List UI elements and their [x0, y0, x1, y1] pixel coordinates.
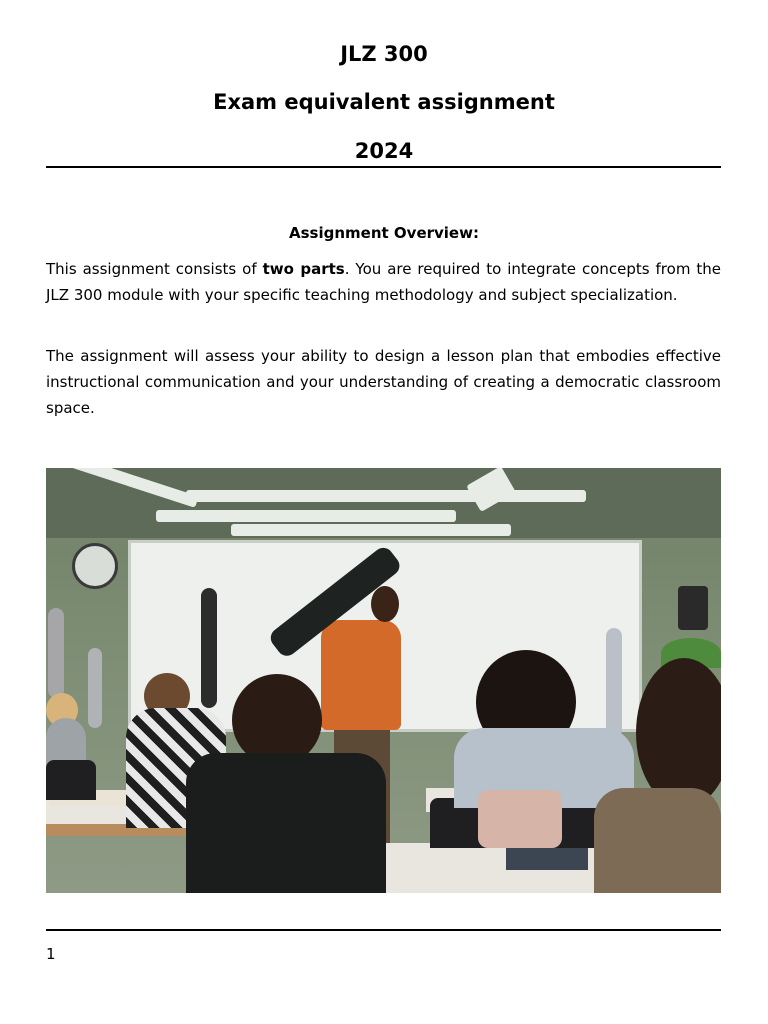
photo-ceiling-light — [156, 510, 456, 522]
photo-raised-arm — [606, 628, 622, 738]
photo-chair — [46, 760, 96, 800]
overview-paragraph-1 — [46, 256, 721, 308]
photo-ceiling-light — [231, 524, 511, 536]
photo-raised-arm — [48, 608, 64, 698]
photo-student-head — [636, 658, 721, 808]
footer-divider — [46, 929, 721, 931]
photo-backpack — [478, 790, 562, 848]
paragraph-1-text-start: This assignment consists of — [46, 260, 263, 278]
photo-student-shirt — [594, 788, 721, 893]
photo-wall-clock — [72, 543, 118, 589]
photo-ceiling-light — [186, 490, 586, 502]
paragraph-1-text-end: . You are required to integrate concepts from the JLZ 300 module with your specific teaching methodology and subject specialization. — [46, 260, 721, 304]
photo-raised-arm — [88, 648, 102, 728]
classroom-photo — [46, 468, 721, 893]
overview-paragraph-2: The assignment will assess your ability to design a lesson plan that embodies effective instructional communication and your understanding of creating a democratic classroom space. — [46, 347, 721, 417]
page-number: 1 — [46, 945, 56, 963]
photo-raised-arm — [201, 588, 217, 708]
photo-student-shirt — [186, 753, 386, 893]
photo-speaker — [678, 586, 708, 630]
document-title: Exam equivalent assignment — [213, 90, 555, 114]
section-heading: Assignment Overview: — [289, 224, 479, 242]
photo-teacher-head — [371, 586, 399, 622]
header-divider — [46, 166, 721, 168]
photo-notebook — [506, 848, 588, 870]
document-year: 2024 — [354, 139, 414, 163]
course-code: JLZ 300 — [340, 42, 428, 66]
photo-teacher-shirt — [321, 620, 401, 730]
paragraph-1-bold-text: two parts — [262, 260, 345, 278]
